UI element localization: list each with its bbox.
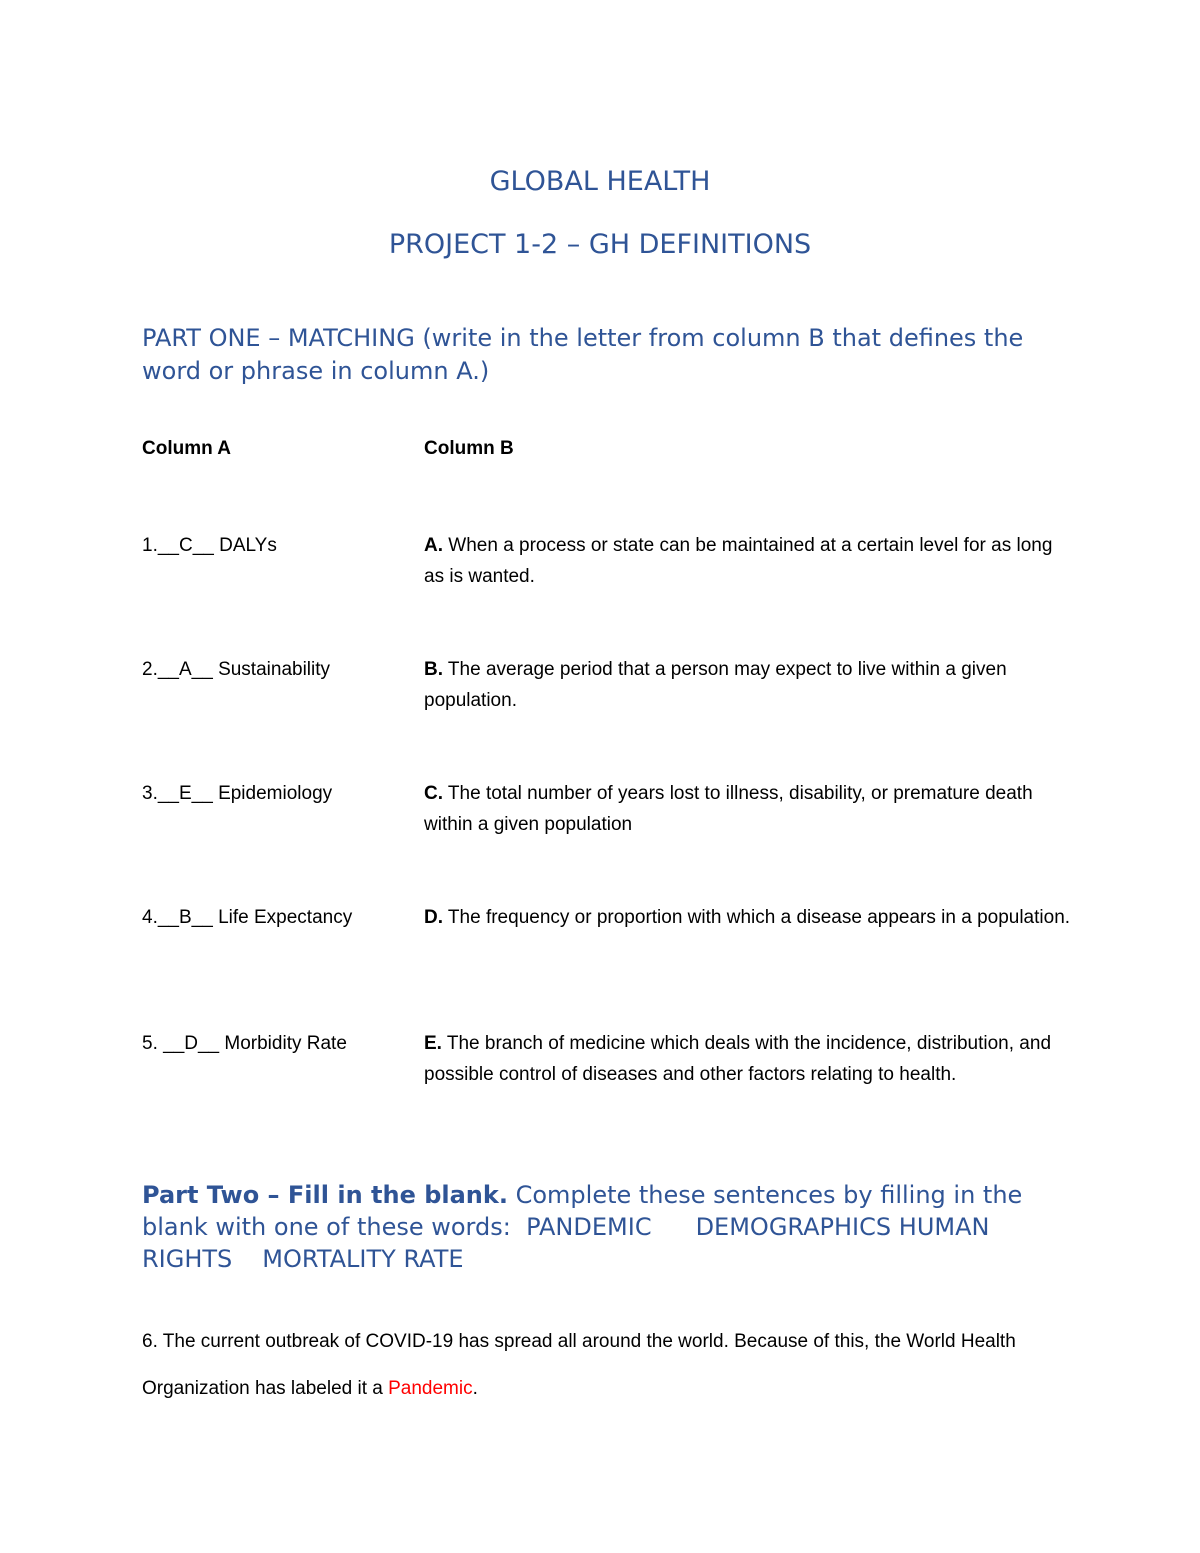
word-bank-pandemic: PANDEMIC	[526, 1213, 652, 1241]
definition-text: The branch of medicine which deals with the incidence, distribution, and possible control of diseases and other factors relating to health.	[424, 1033, 1052, 1085]
document-subtitle: PROJECT 1-2 – GH DEFINITIONS	[388, 229, 812, 260]
part-two-instructions: Complete these sentences by filling in the blank with one of these words:	[142, 1181, 1023, 1241]
definition-text: The total number of years lost to illness, disability, or premature death within a given population	[424, 783, 1033, 835]
part-one-heading: PART ONE – MATCHING (write in the letter from column B that defines the word or phrase in column A.)	[142, 324, 1024, 385]
part-two-heading	[142, 1179, 1072, 1275]
definition-text: The average period that a person may expect to live within a given population.	[424, 659, 1007, 711]
part-two-title: Part Two – Fill in the blank.	[142, 1181, 508, 1209]
word-bank-human-rights: HUMAN RIGHTS	[142, 1213, 990, 1273]
question-6-text: 6. The current outbreak of COVID-19 has spread all around the world. Because of this, the World Health Organization has labeled it a	[142, 1331, 1016, 1399]
matching-term-3: 3.__E__ Epidemiology	[142, 783, 333, 804]
matching-term-2: 2.__A__ Sustainability	[142, 659, 331, 680]
matching-definition-a	[424, 530, 1074, 592]
definition-text: The frequency or proportion with which a disease appears in a population.	[443, 907, 1071, 928]
question-6-end: .	[472, 1378, 478, 1399]
word-bank-demographics: DEMOGRAPHICS	[695, 1213, 892, 1241]
document-title: GLOBAL HEALTH	[489, 166, 711, 197]
column-a-header: Column A	[142, 438, 232, 459]
matching-definition-d	[424, 902, 1074, 933]
definition-letter: C.	[424, 783, 443, 804]
question-6-answer: Pandemic	[388, 1378, 473, 1399]
matching-term-5: 5. __D__ Morbidity Rate	[142, 1033, 347, 1054]
matching-term-4: 4.__B__ Life Expectancy	[142, 907, 353, 928]
definition-letter: E.	[424, 1033, 442, 1054]
word-bank-mortality-rate: MORTALITY RATE	[262, 1245, 464, 1273]
matching-term-1: 1.__C__ DALYs	[142, 535, 277, 556]
matching-definition-e	[424, 1028, 1074, 1090]
column-b-header: Column B	[424, 438, 514, 459]
matching-definition-c	[424, 778, 1074, 840]
definition-letter: B.	[424, 659, 443, 680]
definition-text: When a process or state can be maintained at a certain level for as long as is wanted.	[424, 535, 1053, 587]
matching-definition-b	[424, 654, 1074, 716]
definition-letter: D.	[424, 907, 443, 928]
definition-letter: A.	[424, 535, 443, 556]
question-6	[142, 1318, 1072, 1412]
